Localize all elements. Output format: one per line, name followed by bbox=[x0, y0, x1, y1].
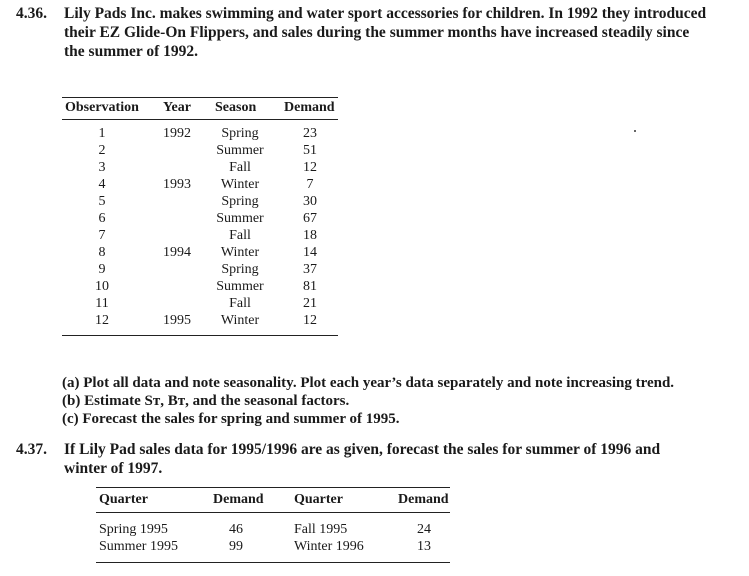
problem-text-line: winter of 1997. bbox=[64, 460, 163, 477]
demand-cell: 37 bbox=[303, 262, 317, 277]
year-cell: 1993 bbox=[163, 177, 191, 192]
table-rule bbox=[96, 512, 450, 513]
demand-cell: 14 bbox=[303, 245, 317, 260]
observation-cell: 11 bbox=[95, 296, 109, 311]
table-row bbox=[96, 539, 450, 557]
season-cell: Winter bbox=[220, 313, 260, 328]
stray-mark bbox=[634, 130, 636, 132]
demand-cell: 99 bbox=[229, 539, 243, 554]
problem-4-37 bbox=[16, 440, 716, 478]
observation-cell: 10 bbox=[95, 279, 109, 294]
year-cell: 1994 bbox=[163, 245, 191, 260]
header-season: Season bbox=[215, 100, 257, 115]
problem-text-line: the summer of 1992. bbox=[64, 43, 199, 60]
observation-cell: 5 bbox=[98, 194, 106, 209]
problem-number: 4.37. bbox=[16, 441, 47, 458]
season-cell: Spring bbox=[221, 262, 259, 277]
part-c: (c) Forecast the sales for spring and summer of 1995. bbox=[62, 411, 400, 427]
header-quarter: Quarter bbox=[294, 492, 343, 507]
observation-cell: 2 bbox=[98, 143, 106, 158]
table-row bbox=[62, 296, 338, 313]
header-quarter: Quarter bbox=[99, 492, 148, 507]
table-rule bbox=[62, 335, 338, 336]
quarter-cell: Spring 1995 bbox=[99, 522, 168, 537]
problem-number: 4.36. bbox=[16, 5, 47, 22]
demand-cell: 12 bbox=[303, 160, 317, 175]
year-cell: 1992 bbox=[163, 126, 191, 141]
part-a: (a) Plot all data and note seasonality. Plot each year’s data separately and note increasing trend. bbox=[62, 375, 675, 391]
demand-cell: 30 bbox=[303, 194, 317, 209]
table-row bbox=[62, 143, 338, 160]
table-rule bbox=[62, 119, 338, 120]
problem-parts bbox=[62, 374, 674, 428]
table-row bbox=[62, 177, 338, 194]
header-demand: Demand bbox=[213, 492, 264, 507]
table-row bbox=[62, 228, 338, 245]
table-row bbox=[62, 279, 338, 296]
season-cell: Summer bbox=[216, 211, 264, 226]
table-row bbox=[62, 245, 338, 262]
demand-cell: 81 bbox=[303, 279, 317, 294]
season-cell: Winter bbox=[220, 245, 260, 260]
observation-cell: 7 bbox=[98, 228, 106, 243]
demand-cell: 67 bbox=[303, 211, 317, 226]
observation-cell: 12 bbox=[95, 313, 109, 328]
demand-cell: 12 bbox=[303, 313, 317, 328]
observation-cell: 9 bbox=[98, 262, 106, 277]
demand-cell: 24 bbox=[417, 522, 431, 537]
demand-cell: 21 bbox=[303, 296, 317, 311]
demand-cell: 7 bbox=[306, 177, 314, 192]
table-row bbox=[62, 126, 338, 143]
table-row bbox=[62, 313, 338, 330]
header-demand: Demand bbox=[398, 492, 449, 507]
table-row bbox=[62, 211, 338, 228]
header-observation: Observation bbox=[65, 100, 139, 115]
season-cell: Spring bbox=[221, 126, 259, 141]
problem-4-36 bbox=[16, 4, 716, 61]
table-row bbox=[62, 194, 338, 211]
season-cell: Summer bbox=[216, 279, 264, 294]
observation-cell: 1 bbox=[98, 126, 106, 141]
quarter-cell: Winter 1996 bbox=[294, 539, 364, 554]
demand-cell: 46 bbox=[229, 522, 243, 537]
quarter-cell: Fall 1995 bbox=[294, 522, 348, 537]
season-cell: Winter bbox=[220, 177, 260, 192]
table-row bbox=[62, 160, 338, 177]
table-rule bbox=[96, 562, 450, 563]
part-b: (b) Estimate Sᴛ, Bᴛ, and the seasonal factors. bbox=[62, 393, 350, 409]
observation-cell: 6 bbox=[98, 211, 106, 226]
season-cell: Fall bbox=[229, 160, 251, 175]
season-cell: Fall bbox=[229, 296, 251, 311]
season-cell: Spring bbox=[221, 194, 259, 209]
table-rule bbox=[96, 487, 450, 488]
demand-cell: 13 bbox=[417, 539, 431, 554]
season-cell: Fall bbox=[229, 228, 251, 243]
demand-cell: 18 bbox=[303, 228, 317, 243]
observation-cell: 4 bbox=[98, 177, 106, 192]
header-demand: Demand bbox=[284, 100, 335, 115]
observation-cell: 8 bbox=[98, 245, 106, 260]
year-cell: 1995 bbox=[163, 313, 191, 328]
problem-text-line: Lily Pads Inc. makes swimming and water sport accessories for children. In 1992 they introduced bbox=[64, 5, 707, 22]
table-row bbox=[62, 262, 338, 279]
table-rule bbox=[62, 97, 338, 98]
table-row bbox=[96, 522, 450, 540]
problem-text-line: If Lily Pad sales data for 1995/1996 are as given, forecast the sales for summer of 1996 and bbox=[64, 441, 661, 458]
demand-cell: 51 bbox=[303, 143, 317, 158]
quarter-cell: Summer 1995 bbox=[99, 539, 178, 554]
table-body bbox=[62, 126, 338, 330]
problem-text-line: their EZ Glide-On Flippers, and sales during the summer months have increased steadily since bbox=[64, 24, 690, 41]
header-year: Year bbox=[163, 100, 191, 115]
observation-cell: 3 bbox=[98, 160, 106, 175]
season-cell: Summer bbox=[216, 143, 264, 158]
demand-cell: 23 bbox=[303, 126, 317, 141]
